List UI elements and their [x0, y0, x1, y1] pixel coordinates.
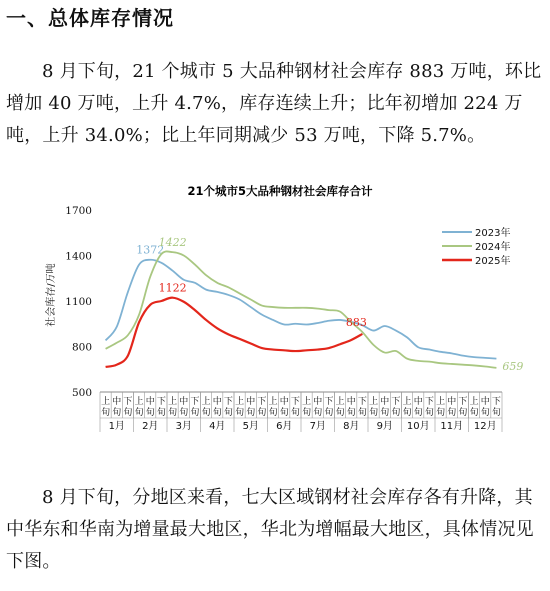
x-tick-label: 上旬: [302, 397, 312, 418]
month-label: 9月: [376, 421, 393, 432]
inventory-line-chart: [40, 180, 524, 440]
x-tick-label: 下旬: [324, 397, 334, 418]
series-line-3: [106, 298, 363, 367]
summary-paragraph: 8 月下旬，21 个城市 5 大品种钢材社会库存 883 万吨，环比增加 40 万吨，上升 4.7%，库存连续上升；比年初增加 224 万吨，上升 34.0%；比上年同期减少 53 万吨，下降 5.7%。: [6, 61, 542, 146]
section-heading: 一、总体库存情况: [6, 6, 174, 30]
month-label: 11月: [440, 421, 464, 432]
month-label: 10月: [406, 421, 430, 432]
x-tick-label: 上旬: [268, 397, 278, 418]
x-tick-label: 中旬: [346, 397, 356, 418]
x-tick-label: 中旬: [179, 397, 189, 418]
x-tick-label: 下旬: [156, 397, 166, 418]
x-tick-label: 中旬: [413, 397, 423, 418]
x-tick-label: 下旬: [458, 397, 468, 418]
month-label: 4月: [209, 421, 226, 432]
x-tick-label: 下旬: [123, 397, 133, 418]
x-tick-label: 下旬: [190, 397, 200, 418]
x-tick-label: 中旬: [480, 397, 490, 418]
x-tick-label: 下旬: [290, 397, 300, 418]
x-tick-label: 下旬: [257, 397, 267, 418]
x-tick-label: 中旬: [380, 397, 390, 418]
x-tick-label: 上旬: [335, 397, 345, 418]
chart-title: 21个城市5大品种钢材社会库存合计: [187, 184, 373, 198]
month-label: 2月: [142, 421, 159, 432]
data-label: 659: [502, 359, 524, 373]
x-tick-label: 上旬: [469, 397, 479, 418]
x-tick-label: 上旬: [168, 397, 178, 418]
legend-label: 2025年: [475, 256, 511, 267]
y-tick-label: 1400: [65, 250, 92, 263]
data-label: 1372: [136, 243, 165, 257]
y-tick-label: 800: [71, 341, 92, 354]
x-tick-label: 下旬: [357, 397, 367, 418]
x-tick-label: 中旬: [145, 397, 155, 418]
y-tick-label: 500: [71, 387, 92, 399]
data-label: 1122: [158, 281, 187, 295]
month-label: 7月: [309, 421, 326, 432]
x-tick-label: 中旬: [246, 397, 256, 418]
y-tick-label: 1100: [65, 296, 92, 308]
regional-paragraph: 8 月下旬，分地区来看，七大区域钢材社会库存各有升降，其中华东和华南为增量最大地区，华北为增幅最大地区，具体情况见下图。: [6, 487, 534, 572]
data-label: 883: [345, 315, 367, 329]
x-tick-label: 上旬: [101, 397, 111, 418]
x-tick-label: 下旬: [391, 397, 401, 418]
series-line-1: [106, 260, 497, 359]
month-label: 5月: [242, 421, 259, 432]
x-tick-label: 上旬: [134, 397, 144, 418]
x-tick-label: 中旬: [212, 397, 222, 418]
chart-legend: [442, 226, 510, 267]
x-tick-label: 中旬: [447, 397, 457, 418]
month-label: 8月: [343, 421, 360, 432]
x-tick-label: 中旬: [112, 397, 122, 418]
x-tick-label: 下旬: [223, 397, 233, 418]
x-tick-label: 下旬: [424, 397, 434, 418]
x-tick-label: 上旬: [402, 397, 412, 418]
month-label: 6月: [276, 421, 293, 432]
x-tick-label: 上旬: [369, 397, 379, 418]
legend-label: 2023年: [475, 228, 511, 239]
chart-axes: [65, 205, 502, 432]
month-label: 12月: [473, 421, 497, 432]
month-label: 1月: [108, 421, 125, 432]
chart-series: [106, 236, 524, 373]
data-label: 1422: [158, 236, 187, 250]
x-tick-label: 上旬: [201, 397, 211, 418]
x-tick-label: 中旬: [313, 397, 323, 418]
x-tick-label: 上旬: [436, 397, 446, 418]
y-tick-label: 1700: [65, 205, 92, 217]
x-tick-label: 上旬: [235, 397, 245, 418]
legend-label: 2024年: [475, 242, 511, 253]
y-axis-label: 社会库存/万吨: [46, 263, 57, 327]
x-tick-label: 中旬: [279, 397, 289, 418]
x-tick-label: 下旬: [491, 397, 501, 418]
month-label: 3月: [175, 421, 192, 432]
